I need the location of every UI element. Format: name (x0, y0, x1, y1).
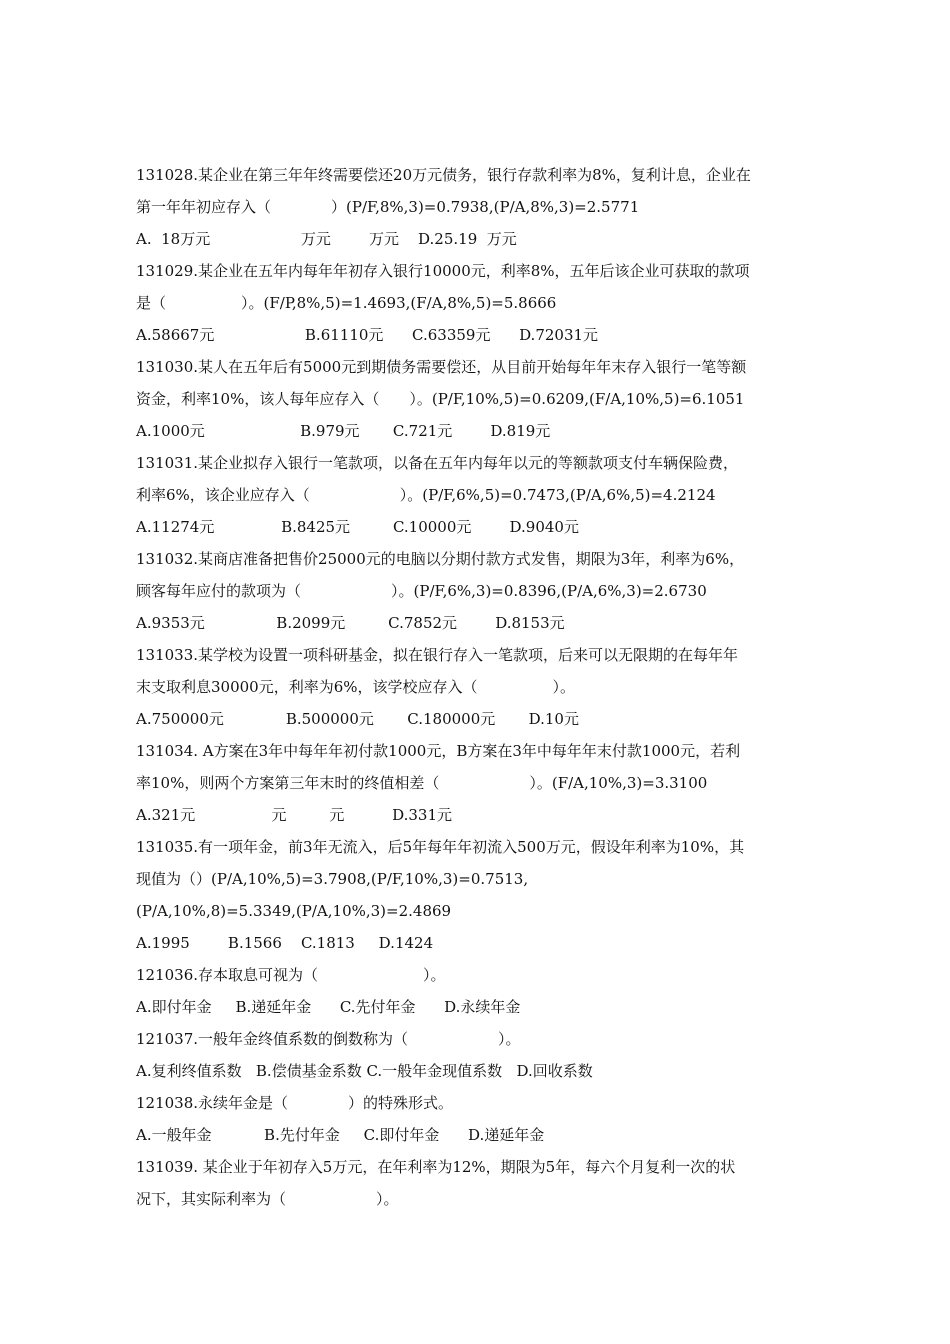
q131030-line2: 资金，利率10%，该人每年应存入（ ）。(P/F,10%,5)=0.6209,(F/A,10%,5)=6.1051 (136, 390, 745, 408)
q131039-line1: 131039. 某企业于年初存入5万元，在年利率为12%，期限为5年，每六个月复利一次的状 (136, 1158, 736, 1176)
q131033-line2: 末支取利息30000元，利率为6%，该学校应存入（ ）。 (136, 678, 576, 696)
q121038-line1: 121038.永续年金是（ ）的特殊形式。 (136, 1094, 454, 1112)
q131035-line2: 现值为（）(P/A,10%,5)=3.7908,(P/F,10%,3)=0.7513, (136, 870, 529, 888)
q131033-line1: 131033.某学校为设置一项科研基金，拟在银行存入一笔款项，后来可以无限期的在每年年 (136, 646, 739, 664)
q131031-line2: 利率6%，该企业应存入（ ）。(P/F,6%,5)=0.7473,(P/A,6%,5)=4.2124 (136, 486, 716, 504)
q131034-line1: 131034. A方案在3年中每年年初付款1000元，B方案在3年中每年年末付款1000元，若利 (136, 742, 741, 760)
q121036-options: A.即付年金 B.递延年金 C.先付年金 D.永续年金 (136, 998, 521, 1016)
q131035-options: A.1995 B.1566 C.1813 D.1424 (136, 934, 434, 952)
q131028-options: A. 18万元 万元 万元 D.25.19 万元 (136, 230, 517, 248)
q121037-line1: 121037.一般年金终值系数的倒数称为（ ）。 (136, 1030, 521, 1048)
q131035-line3: (P/A,10%,8)=5.3349,(P/A,10%,3)=2.4869 (136, 902, 452, 920)
q131029-line2: 是（ ）。(F/P,8%,5)=1.4693,(F/A,8%,5)=5.8666 (136, 294, 557, 312)
q121038-options: A.一般年金 B.先付年金 C.即付年金 D.递延年金 (136, 1126, 545, 1144)
q131029-line1: 131029.某企业在五年内每年年初存入银行10000元，利率8%，五年后该企业可获取的款项 (136, 262, 750, 280)
q131039-line2: 况下，其实际利率为（ ）。 (136, 1190, 399, 1208)
q131029-options: A.58667元 B.61110元 C.63359元 D.72031元 (136, 326, 599, 344)
q131028-line1: 131028.某企业在第三年年终需要偿还20万元债务，银行存款利率为8%，复利计息，企业在 (136, 166, 751, 184)
q131028-line2: 第一年年初应存入（ ）(P/F,8%,3)=0.7938,(P/A,8%,3)=2.5771 (136, 198, 640, 216)
q131030-options: A.1000元 B.979元 C.721元 D.819元 (136, 422, 551, 440)
q131035-line1: 131035.有一项年金，前3年无流入，后5年每年年初流入500万元，假设年利率为10%，其 (136, 838, 745, 856)
q131030-line1: 131030.某人在五年后有5000元到期债务需要偿还，从目前开始每年年末存入银行一笔等额 (136, 358, 747, 376)
q131034-options: A.321元 元 元 D.331元 (136, 806, 453, 824)
q121037-options: A.复利终值系数 B.偿债基金系数 C.一般年金现值系数 D.回收系数 (136, 1062, 593, 1080)
q131033-options: A.750000元 B.500000元 C.180000元 D.10元 (136, 710, 579, 728)
q131032-options: A.9353元 B.2099元 C.7852元 D.8153元 (136, 614, 565, 632)
q131031-options: A.11274元 B.8425元 C.10000元 D.9040元 (136, 518, 579, 536)
q121036-line1: 121036.存本取息可视为（ ）。 (136, 966, 446, 984)
q131032-line2: 顾客每年应付的款项为（ ）。(P/F,6%,3)=0.8396,(P/A,6%,3)=2.6730 (136, 582, 707, 600)
q131034-line2: 率10%，则两个方案第三年末时的终值相差（ ）。(F/A,10%,3)=3.3100 (136, 774, 708, 792)
q131031-line1: 131031.某企业拟存入银行一笔款项，以备在五年内每年以元的等额款项支付车辆保险费， (136, 454, 739, 472)
q131032-line1: 131032.某商店准备把售价25000元的电脑以分期付款方式发售，期限为3年，利率为6%， (136, 550, 745, 568)
